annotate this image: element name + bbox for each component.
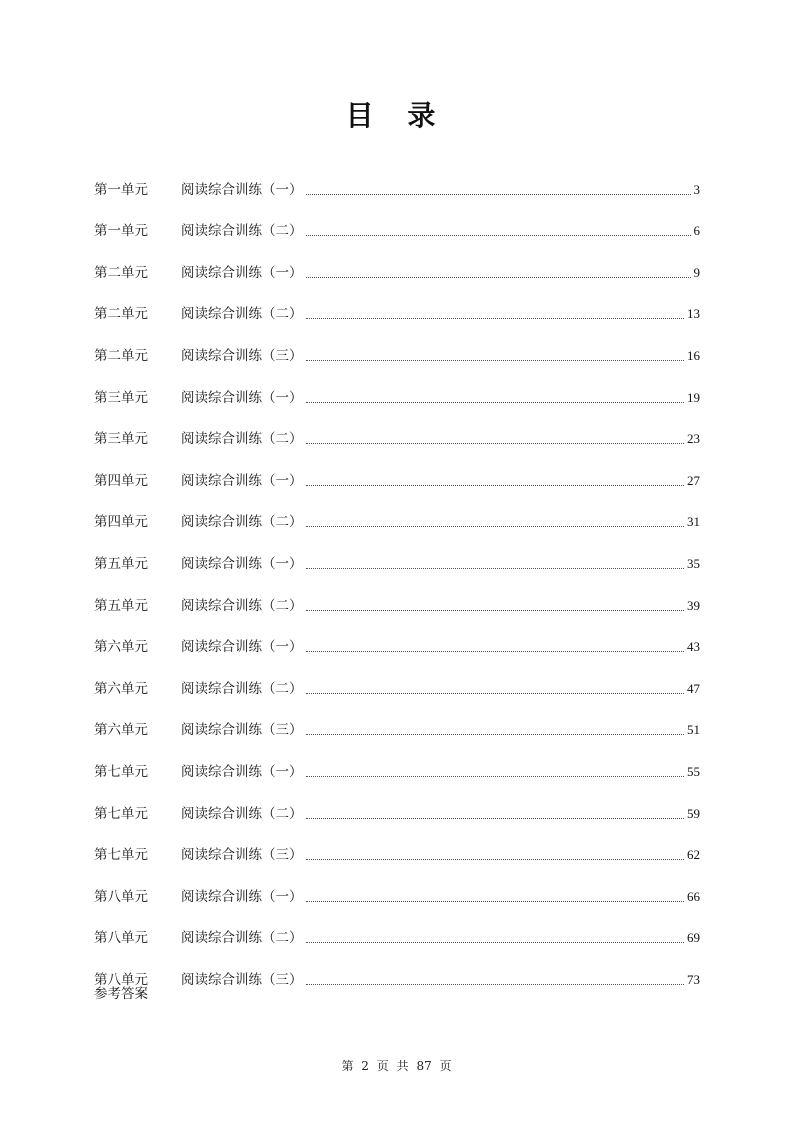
toc-entry[interactable] — [94, 200, 700, 242]
toc-entry-title: 阅读综合训练（一） — [181, 264, 303, 281]
toc-entry[interactable] — [94, 657, 700, 699]
toc-entry-title: 阅读综合训练（二） — [181, 680, 303, 697]
toc-entry-page-number: 69 — [687, 930, 700, 946]
toc-dot-leader — [306, 276, 691, 278]
toc-entry-unit: 第八单元 — [94, 930, 148, 947]
toc-entry-unit: 第四单元 — [94, 514, 148, 531]
toc-dot-leader — [306, 775, 685, 777]
toc-dot-leader — [306, 359, 685, 361]
toc-entry[interactable] — [94, 907, 700, 949]
answers-heading[interactable]: 参考答案 — [94, 986, 148, 1002]
toc-entry-title: 阅读综合训练（一） — [181, 555, 303, 572]
toc-entry-page-number: 62 — [687, 847, 700, 863]
toc-entry-unit: 第一单元 — [94, 181, 148, 198]
toc-entry-title: 阅读综合训练（一） — [181, 389, 303, 406]
toc-entry[interactable] — [94, 241, 700, 283]
toc-entry-page-number: 13 — [687, 306, 700, 322]
toc-entry-title: 阅读综合训练（一） — [181, 639, 303, 656]
toc-entry[interactable] — [94, 491, 700, 533]
toc-entry-page-number: 3 — [693, 181, 700, 197]
toc-entry[interactable] — [94, 158, 700, 200]
toc-entry[interactable] — [94, 699, 700, 741]
toc-entry-page-number: 19 — [687, 389, 700, 405]
toc-entry[interactable] — [94, 324, 700, 366]
toc-entry-page-number: 27 — [687, 472, 700, 488]
toc-entry-unit: 第五单元 — [94, 555, 148, 572]
toc-entry[interactable] — [94, 408, 700, 450]
toc-entry-unit: 第五单元 — [94, 597, 148, 614]
toc-entry-page-number: 39 — [687, 597, 700, 613]
toc-entry-title: 阅读综合训练（三） — [181, 971, 303, 988]
toc-entry-page-number: 9 — [693, 264, 700, 280]
toc-entry-unit: 第二单元 — [94, 347, 148, 364]
toc-entry-page-number: 47 — [687, 680, 700, 696]
toc-entry[interactable] — [94, 283, 700, 325]
toc-entry-page-number: 35 — [687, 555, 700, 571]
footer-current-page: 2 — [361, 1059, 369, 1073]
toc-entry-unit: 第七单元 — [94, 847, 148, 864]
toc-entry-unit: 第二单元 — [94, 306, 148, 323]
toc-entry-page-number: 55 — [687, 763, 700, 779]
toc-dot-leader — [306, 817, 685, 819]
toc-entry-title: 阅读综合训练（三） — [181, 722, 303, 739]
toc-entry-title: 阅读综合训练（二） — [181, 930, 303, 947]
toc-dot-leader — [306, 858, 685, 860]
toc-entry[interactable] — [94, 616, 700, 658]
toc-entry[interactable] — [94, 865, 700, 907]
footer-suffix: 页 — [439, 1059, 452, 1073]
toc-list — [94, 158, 700, 990]
toc-entry-page-number: 6 — [693, 223, 700, 239]
toc-entry-page-number: 16 — [687, 347, 700, 363]
toc-entry[interactable] — [94, 824, 700, 866]
toc-dot-leader — [306, 733, 685, 735]
toc-entry-page-number: 59 — [687, 805, 700, 821]
toc-dot-leader — [306, 401, 685, 403]
toc-dot-leader — [306, 317, 685, 319]
toc-entry-page-number: 43 — [687, 639, 700, 655]
toc-dot-leader — [306, 983, 685, 985]
toc-entry-unit: 第三单元 — [94, 389, 148, 406]
toc-entry-title: 阅读综合训练（一） — [181, 763, 303, 780]
toc-entry[interactable] — [94, 782, 700, 824]
toc-dot-leader — [306, 567, 685, 569]
toc-entry[interactable] — [94, 532, 700, 574]
toc-entry-unit: 第四单元 — [94, 472, 148, 489]
toc-entry-unit: 第八单元 — [94, 888, 148, 905]
toc-entry-unit: 第七单元 — [94, 805, 148, 822]
toc-entry-unit: 第二单元 — [94, 264, 148, 281]
footer-prefix: 第 — [341, 1059, 354, 1073]
toc-entry-unit: 第一单元 — [94, 223, 148, 240]
toc-dot-leader — [306, 941, 685, 943]
toc-entry-title: 阅读综合训练（一） — [181, 181, 303, 198]
toc-dot-leader — [306, 900, 685, 902]
toc-entry-title: 阅读综合训练（三） — [181, 347, 303, 364]
toc-entry[interactable] — [94, 574, 700, 616]
toc-entry-title: 阅读综合训练（二） — [181, 306, 303, 323]
toc-entry-page-number: 23 — [687, 431, 700, 447]
toc-entry-unit: 第六单元 — [94, 722, 148, 739]
toc-entry-page-number: 73 — [687, 971, 700, 987]
toc-dot-leader — [306, 442, 685, 444]
toc-entry-title: 阅读综合训练（一） — [181, 888, 303, 905]
page-footer — [0, 1057, 793, 1075]
toc-entry-unit: 第八单元 — [94, 971, 148, 988]
toc-entry-title: 阅读综合训练（二） — [181, 431, 303, 448]
toc-dot-leader — [306, 193, 691, 195]
toc-entry[interactable] — [94, 740, 700, 782]
toc-entry-page-number: 66 — [687, 888, 700, 904]
toc-dot-leader — [306, 650, 685, 652]
toc-dot-leader — [306, 484, 685, 486]
toc-entry-title: 阅读综合训练（二） — [181, 805, 303, 822]
toc-entry-unit: 第三单元 — [94, 431, 148, 448]
toc-entry-unit: 第六单元 — [94, 680, 148, 697]
footer-total-prefix: 共 — [396, 1059, 409, 1073]
toc-dot-leader — [306, 234, 691, 236]
toc-dot-leader — [306, 609, 685, 611]
toc-entry-title: 阅读综合训练（一） — [181, 472, 303, 489]
toc-entry-title: 阅读综合训练（二） — [181, 597, 303, 614]
toc-entry-title: 阅读综合训练（三） — [181, 847, 303, 864]
toc-dot-leader — [306, 692, 685, 694]
toc-entry-page-number: 31 — [687, 514, 700, 530]
toc-entry-title: 阅读综合训练（二） — [181, 223, 303, 240]
page-title: 目 录 — [345, 99, 448, 132]
toc-entry-unit: 第六单元 — [94, 639, 148, 656]
footer-page-word: 页 — [376, 1059, 389, 1073]
toc-entry[interactable] — [94, 366, 700, 408]
toc-entry-page-number: 51 — [687, 722, 700, 738]
toc-entry-unit: 第七单元 — [94, 763, 148, 780]
toc-entry[interactable] — [94, 449, 700, 491]
toc-entry-title: 阅读综合训练（二） — [181, 514, 303, 531]
toc-dot-leader — [306, 525, 685, 527]
toc-entry[interactable] — [94, 948, 700, 990]
footer-total-pages: 87 — [416, 1059, 432, 1073]
